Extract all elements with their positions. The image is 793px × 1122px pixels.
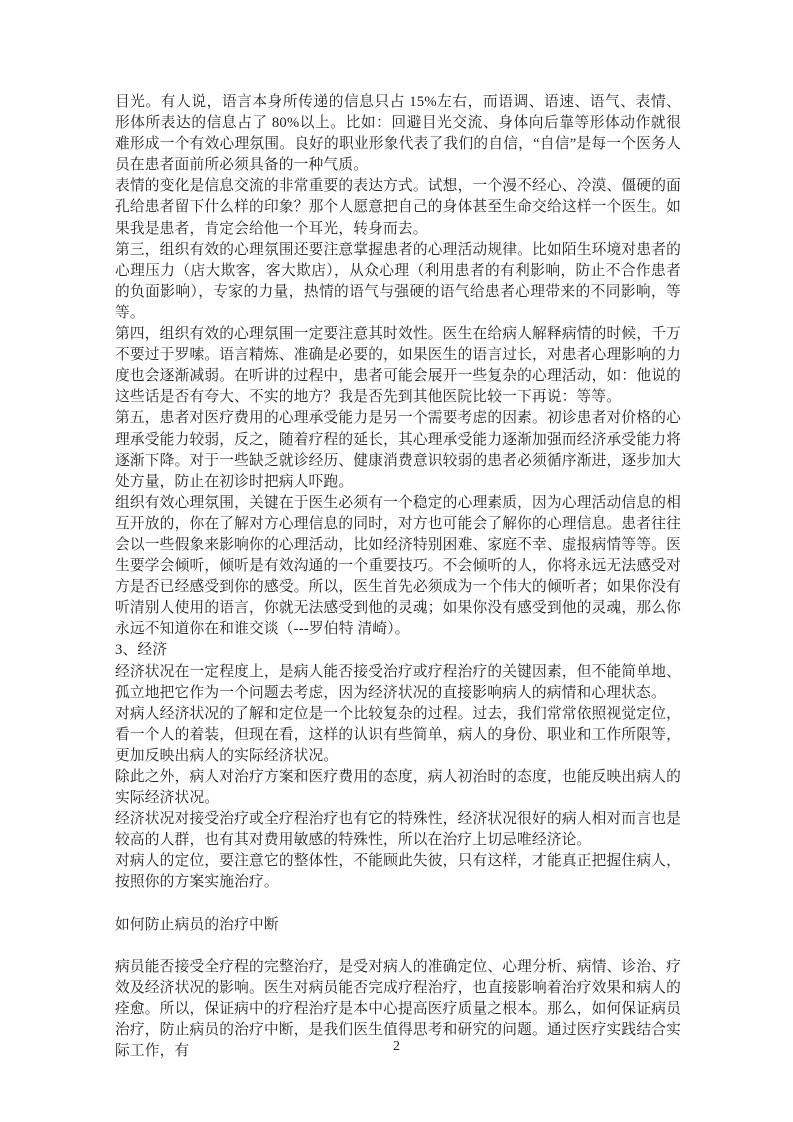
paragraph: 目光。有人说，语言本身所传递的信息只占 15%左右，而语调、语速、语气、表情、形体所表达的信息占了 80%以上。比如：回避目光交流、身体向后靠等形体动作就很难形成一个有效心理氛围。良好的职业形象代表了我们的自信，“自信”是每一个医务人员在患者面前所必须具备的一种气质。 bbox=[115, 94, 681, 174]
paragraph: 对病人的定位，要注意它的整体性，不能顾此失彼，只有这样，才能真正把握住病人，按照你的方案实施治疗。 bbox=[115, 853, 681, 891]
paragraph: 经济状况在一定程度上，是病人能否接受治疗或疗程治疗的关键因素，但不能简单地、孤立地把它作为一个问题去考虑，因为经济状况的直接影响病人的病情和心理状态。 bbox=[115, 663, 681, 701]
paragraph: 病员能否接受全疗程的完整治疗，是受对病人的准确定位、心理分析、病情、诊治、疗效及经济状况的影响。医生对病员能否完成疗程治疗，也直接影响着治疗效果和病人的痊愈。所以，保证病中的疗程治疗是本中心提高医疗质量之根本。那么，如何保证病员治疗，防止病员的治疗中断，是我们医生值得思考和研究的问题。通过医疗实践结合实际工作，有 bbox=[115, 958, 681, 1060]
paragraph: 第五，患者对医疗费用的心理承受能力是另一个需要考虑的因素。初诊患者对价格的心理承受能力较弱，反之，随着疗程的延长，其心理承受能力逐渐加强而经济承受能力将逐渐下降。对于一些缺乏就诊经历、健康消费意识较弱的患者必须循序渐进，逐步加大处方量，防止在初诊时把病人吓跑。 bbox=[115, 410, 681, 490]
paragraph: 第四，组织有效的心理氛围一定要注意其时效性。医生在给病人解释病情的时候，千万不要过于罗嗦。语言精炼、准确是必要的，如果医生的语言过长，对患者心理影响的力度也会逐渐减弱。在听讲的过程中，患者可能会展开一些复杂的心理活动，如：他说的这些话是否有夸大、不实的地方？我是否先到其他医院比较一下再说：等等。 bbox=[115, 326, 681, 406]
paragraph: 经济状况对接受治疗或全疗程治疗也有它的特殊性，经济状况很好的病人相对而言也是较高的人群，也有其对费用敏感的特殊性，所以在治疗上切忌唯经济论。 bbox=[115, 811, 681, 849]
paragraph: 对病人经济状况的了解和定位是一个比较复杂的过程。过去，我们常常依照视觉定位，看一个人的着装，但现在看，这样的认识有些简单，病人的身份、职业和工作所限等，更加反映出病人的实际经济状况。 bbox=[115, 705, 681, 764]
paragraph: 第三，组织有效的心理氛围还要注意掌握患者的心理活动规律。比如陌生环境对患者的心理压力（店大欺客，客大欺店），从众心理（利用患者的有利影响，防止不合作患者的负面影响），专家的力量，热情的语气与强硬的语气给患者心理带来的不同影响，等等。 bbox=[115, 241, 681, 321]
paragraph: 表情的变化是信息交流的非常重要的表达方式。试想，一个漫不经心、冷漠、僵硬的面孔给患者留下什么样的印象？那个人愿意把自己的身体甚至生命交给这样一个医生。如果我是患者，肯定会给他一个耳光，转身而去。 bbox=[115, 178, 681, 237]
document-body bbox=[115, 92, 681, 1062]
list-heading-economy: 3、经济 bbox=[115, 642, 168, 659]
paragraph: 除此之外，病人对治疗方案和医疗费用的态度，病人初治时的态度，也能反映出病人的实际经济状况。 bbox=[115, 769, 681, 807]
paragraph: 组织有效心理氛围，关键在于医生必须有一个稳定的心理素质，因为心理活动信息的相互开放的，你在了解对方心理信息的同时，对方也可能会了解你的心理信息。患者往往会以一些假象来影响你的心理活动，比如经济特别困难、家庭不幸、虚报病情等等。医生要学会倾听，倾听是有效沟通的一个重要技巧。不会倾听的人，你将永远无法感受对方是否已经感受到你的感受。所以，医生首先必须成为一个伟大的倾听者；如果你没有听清别人使用的语言，你就无法感受到他的灵魂；如果你没有感受到他的灵魂，那么你永远不知道你在和谁交谈（---罗伯特 清崎）。 bbox=[115, 494, 681, 638]
page-number: 2 bbox=[393, 1039, 400, 1054]
section-heading: 如何防止病员的治疗中断 bbox=[115, 916, 279, 933]
